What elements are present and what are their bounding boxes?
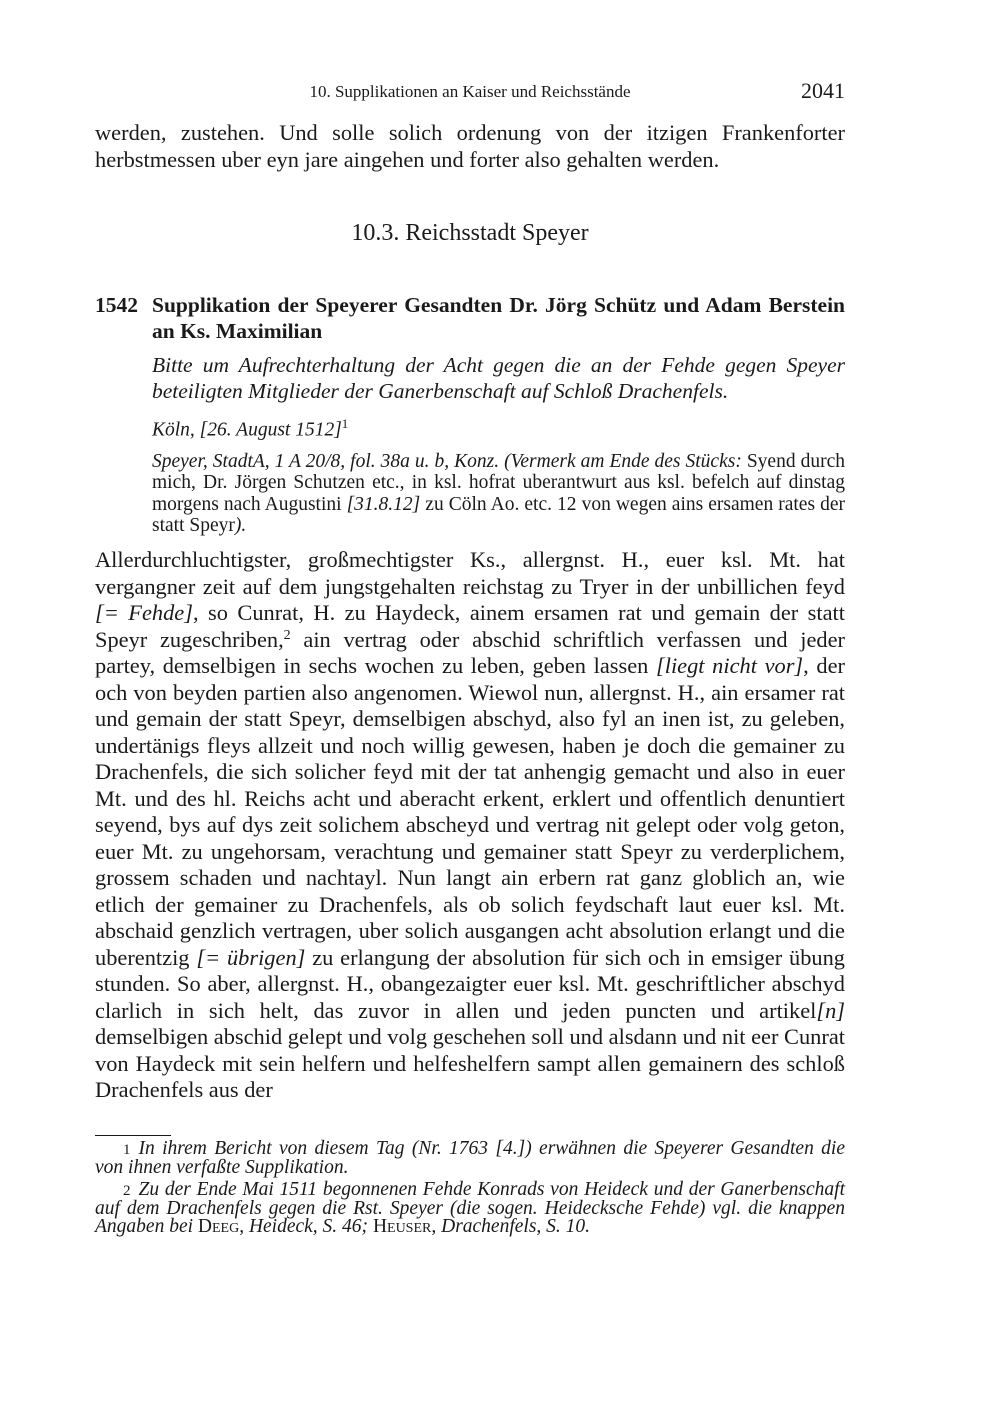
document-title: Supplikation der Speyerer Gesandten Dr. Jörg Schütz und Adam Berstein an Ks. Maximilian: [152, 293, 845, 343]
editorial-note-uebrigen: [= übrigen]: [196, 944, 306, 970]
footnote-ref-2: 2: [283, 627, 291, 643]
document-regest: Bitte um Aufrechterhaltung der Acht gegen die an der Fehde gegen Speyer beteiligten Mitglieder der Ganerbenschaft auf Schloß Drachenfels.: [152, 353, 845, 403]
page-number: 2041: [801, 78, 845, 103]
footnote-2: [95, 1181, 845, 1236]
source-part-3: [31.8.12]: [346, 493, 421, 515]
editorial-note-fehde: [= Fehde]: [95, 600, 193, 625]
document-number: 1542: [95, 293, 138, 317]
footnote-2-text-b: , Heideck, S. 46;: [239, 1216, 373, 1237]
intro-paragraph: werden, zustehen. Und solle solich ordenung von der itzigen Frankenforter herbstmessen uber eyn jare aingehen und forter also gehalten werden.: [95, 120, 845, 172]
main-paragraph: [95, 547, 845, 1104]
footnote-1: [95, 1140, 845, 1177]
footnotes: [95, 1140, 845, 1240]
footnote-2-number: 2: [123, 1183, 131, 1199]
running-title: 10. Supplikationen an Kaiser und Reichsstände: [309, 82, 631, 101]
footnote-2-author-2: Heuser: [372, 1216, 432, 1237]
footnote-2-author-1: Deeg: [197, 1216, 240, 1237]
section-title: 10.3. Reichsstadt Speyer: [351, 220, 589, 246]
document-date: [152, 412, 845, 443]
date-text: Köln, [26. August 1512]: [152, 419, 342, 441]
footnote-ref-1: 1: [341, 416, 349, 431]
running-header: [95, 80, 845, 108]
footnote-1-number: 1: [123, 1142, 131, 1158]
footnote-1-text: In ihrem Bericht von diesem Tag (Nr. 1763 [4.]) erwähnen die Speyerer Gesandten die von ihnen verfaßte Supplikation.: [95, 1138, 845, 1178]
main-text-4: ain vertrag oder abschid schriftlich verfassen und jeder partey, demselbigen in sechs wochen zu leben, geben lassen: [95, 626, 845, 678]
source-part-4: zu Cöln Ao. etc. 12 von wegen ains ersamen rates der statt Speyr: [152, 493, 845, 536]
footnote-2-text-c: , Drachenfels, S. 10.: [431, 1216, 591, 1237]
source-note: [152, 451, 845, 537]
document-header: [95, 292, 845, 537]
footnote-2-text-a: Zu der Ende Mai 1511 begonnenen Fehde Konrads von Heideck und der Ganerbenschaft auf dem Drachenfels gegen die Rst. Speyer (die sogen. Heidecksche Fehde) vgl. die knappen Angaben bei: [95, 1179, 845, 1237]
main-text-6: , der och von beyden partien also angenomen. Wiewol nun, allergnst. H., ain ersamer rat und gemain der statt Speyr, demselbigen abschyd, also fyl an inen ist, zu geleben, undertänigs fleys allzeit und noch willig gewesen, haben je doch die gemainer zu Drachenfels, die sich solicher feyd mit der tat anhengig gemacht und also in euer Mt. und des hl. Reichs acht und aberacht erkent, erklert und offentlich denuntiert seyend, bys auf dys zeit solichem abscheyd und vertrag nit gelept oder volg geton, euer Mt. zu ungehorsam, verachtung und gemainer statt Speyr zu verderplichem, grossem schaden und nachtayl. Nun langt ain erbern rat ganz globlich an, wie etlich der gemainer zu Drachenfels, als ob solich feydschaft laut euer ksl. Mt. abschaid genzlich vertragen, uber solich ausgangen acht absolution erlangt und die uberentzig: [95, 653, 845, 970]
footnote-rule: [95, 1135, 171, 1136]
editorial-note-n: [n]: [816, 997, 845, 1023]
source-part-5: ).: [234, 515, 247, 536]
source-part-1: Speyer, StadtA, 1 A 20/8, fol. 38a u. b, Konz. (Vermerk am Ende des Stücks:: [152, 450, 742, 472]
source-part-2: Syend durch mich, Dr. Jörgen Schutzen etc., in ksl. hofrat uberantwurt aus ksl. befelch auf dinstag morgens nach Augustini: [152, 450, 845, 515]
main-text-10: demselbigen abschid gelept und volg geschehen soll und alsdann und nit eer Cunrat von Haydeck mit sein helfern und helfeshelfern sampt allen gemainern des schloß Drachenfels aus der: [95, 1024, 845, 1102]
main-text-8: zu erlangung der absolution für sich och in emsiger übung stunden. So aber, allergnst. H., obangezaigter euer ksl. Mt. geschriftlicher abschyd clarlich in sich helt, das zuvor in allen und jeden puncten und artikel: [95, 944, 845, 1023]
main-text-1: Allerdurchluchtigster, großmechtigster Ks., allergnst. H., euer ksl. Mt. hat vergangner zeit auf dem jungstgehalten reichstag zu Tryer in der unbillichen feyd: [95, 547, 845, 599]
editorial-note-liegt: [liegt nicht vor]: [656, 653, 804, 678]
main-text-3: , so Cunrat, H. zu Haydeck, ainem ersamen rat und gemain der statt Speyr zugeschriben,: [95, 600, 845, 652]
